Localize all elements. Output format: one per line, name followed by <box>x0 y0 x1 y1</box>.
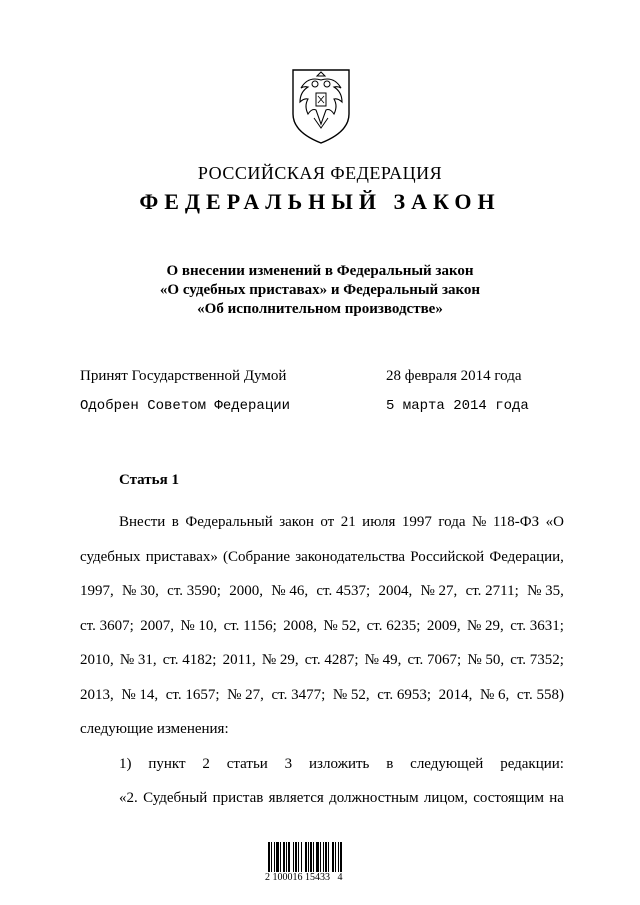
article-body <box>80 505 564 816</box>
barcode-bar <box>274 842 275 872</box>
barcode-bar <box>323 842 324 872</box>
barcode-bar <box>308 842 309 872</box>
article-word: 21 <box>340 514 356 530</box>
article-text-line <box>80 505 564 540</box>
article-word: № 27, <box>227 686 264 703</box>
article-word: 1) <box>119 755 132 772</box>
article-heading: Статья 1 <box>119 472 179 488</box>
article-word: ст. 3477; <box>271 686 326 703</box>
article-text-line <box>80 540 564 575</box>
article-word: в <box>171 514 179 530</box>
article-word: на <box>549 790 564 806</box>
article-word: 2000, <box>229 583 263 599</box>
article-word: 1997 <box>401 514 432 530</box>
council-approval-label: Одобрен Советом Федерации <box>80 398 291 414</box>
article-word: Внести <box>119 514 166 530</box>
article-word: № 10, <box>180 617 218 634</box>
duma-adoption-label: Принят Государственной Думой <box>80 368 287 384</box>
law-title-line: «О судебных приставах» и Федеральный закон <box>159 282 481 298</box>
article-word: № 14, <box>121 686 159 703</box>
barcode-bar <box>332 842 334 872</box>
article-word: 2014, <box>438 686 473 703</box>
article-word: 2010, <box>80 652 114 668</box>
article-word: ст. 3631; <box>510 617 564 634</box>
barcode-bar <box>286 842 287 872</box>
barcode-bar <box>283 842 285 872</box>
article-text-line <box>80 574 564 609</box>
article-word: ст. 3607; <box>80 617 134 634</box>
article-word: «О <box>545 514 564 530</box>
law-title-line: «Об исполнительном производстве» <box>197 301 443 317</box>
article-text-line <box>80 609 564 644</box>
article-word: законодательства <box>295 548 406 565</box>
article-word: ст. 7352; <box>510 652 564 668</box>
article-word: ст. 7067; <box>407 652 462 668</box>
article-word: ст. 6235; <box>366 617 421 634</box>
barcode-bar <box>316 842 319 872</box>
article-word: № 6, <box>479 686 510 703</box>
barcode-bar <box>335 842 336 872</box>
barcode-bar <box>293 842 294 872</box>
document-type: ФЕДЕРАЛЬНЫЙ ЗАКОН <box>139 189 501 214</box>
article-word: «2. <box>119 790 138 806</box>
article-word: ст. 3590; <box>167 583 221 599</box>
law-title <box>0 262 640 319</box>
article-word: № 31, <box>119 652 157 668</box>
barcode-bar <box>340 842 342 872</box>
article-word: 2009, <box>426 617 461 634</box>
article-word: № 29, <box>466 617 504 634</box>
article-word: (Собрание <box>223 548 291 565</box>
article-word: ст. 2711; <box>465 583 519 599</box>
article-word: Судебный <box>143 790 208 806</box>
article-word: закон <box>279 514 314 530</box>
article-word: редакции: <box>500 755 564 772</box>
article-word: следующей <box>410 755 484 772</box>
article-word: № 52, <box>332 686 370 703</box>
article-word: Российской <box>410 548 485 565</box>
barcode-bar <box>313 842 314 872</box>
article-word: 2004, <box>378 583 413 599</box>
article-text-line <box>80 781 564 816</box>
article-word: ст. 1657; <box>165 686 220 703</box>
barcode-bar <box>310 842 312 872</box>
article-word: № 49, <box>364 652 402 668</box>
article-word: 1997, <box>80 583 114 599</box>
article-word: изложить <box>309 755 370 772</box>
barcode <box>265 836 375 886</box>
article-word: № 50, <box>467 652 505 668</box>
barcode-bar <box>338 842 339 872</box>
article-word: в <box>386 755 394 772</box>
duma-adoption-date: 28 февраля 2014 года <box>386 368 522 384</box>
article-word: должностным <box>329 790 419 806</box>
barcode-bar <box>276 842 279 872</box>
article-word: № 29, <box>261 652 299 668</box>
barcode-number: 2 100016 15433 4 <box>265 872 343 883</box>
article-word: Федерации, <box>489 548 564 565</box>
article-word: ст. 4537; <box>316 583 371 599</box>
barcode-bar <box>305 842 307 872</box>
barcode-bar <box>288 842 290 872</box>
article-word: 2007, <box>140 617 174 634</box>
barcode-bar <box>320 842 321 872</box>
article-text-line <box>80 747 564 782</box>
article-word: № 35, <box>527 583 564 599</box>
barcode-bar <box>328 842 329 872</box>
article-text-line <box>80 643 564 678</box>
article-word: пристав <box>212 790 264 806</box>
article-word: Федеральный <box>185 514 273 530</box>
article-word: ст. 1156; <box>223 617 277 634</box>
article-word: № 46, <box>271 583 309 599</box>
article-word: 2 <box>202 755 210 772</box>
article-text-line <box>80 678 564 713</box>
barcode-bar <box>325 842 327 872</box>
article-word: является <box>268 790 324 806</box>
barcode-bar <box>268 842 270 872</box>
barcode-icon <box>268 842 372 872</box>
article-word: ст. 4287; <box>304 652 359 668</box>
article-word: приставах» <box>145 548 218 565</box>
article-word: лицом, <box>423 790 468 806</box>
barcode-bar <box>298 842 299 872</box>
article-word: года <box>438 514 466 530</box>
article-word: 2008, <box>283 617 317 634</box>
article-word: следующие изменения: <box>80 721 229 737</box>
country-name: РОССИЙСКАЯ ФЕДЕРАЦИЯ <box>197 163 443 183</box>
article-word: состоящим <box>473 790 544 806</box>
article-word: ст. 4182; <box>162 652 217 668</box>
council-approval-date: 5 марта 2014 года <box>386 398 529 414</box>
barcode-bar <box>280 842 281 872</box>
article-word: статьи <box>226 755 268 772</box>
article-word: № 27, <box>420 583 458 599</box>
article-word: 118-ФЗ <box>492 514 540 530</box>
article-word: судебных <box>80 548 141 565</box>
article-word: № <box>472 514 487 530</box>
law-title-line: О внесении изменений в Федеральный закон <box>166 263 474 279</box>
article-word: пункт <box>148 755 186 772</box>
article-word: № 30, <box>122 583 159 599</box>
article-word: 2013, <box>80 686 114 703</box>
article-word: ст. 558) <box>516 686 564 703</box>
russian-coat-of-arms-icon <box>288 66 354 146</box>
barcode-bar <box>301 842 302 872</box>
barcode-bar <box>295 842 297 872</box>
article-word: 2011, <box>222 652 256 668</box>
article-text-line <box>80 712 564 747</box>
article-word: ст. 6953; <box>377 686 432 703</box>
article-word: № 52, <box>323 617 361 634</box>
article-word: 3 <box>284 755 293 772</box>
article-word: июля <box>362 514 396 530</box>
article-word: от <box>320 514 335 530</box>
barcode-bar <box>271 842 272 872</box>
